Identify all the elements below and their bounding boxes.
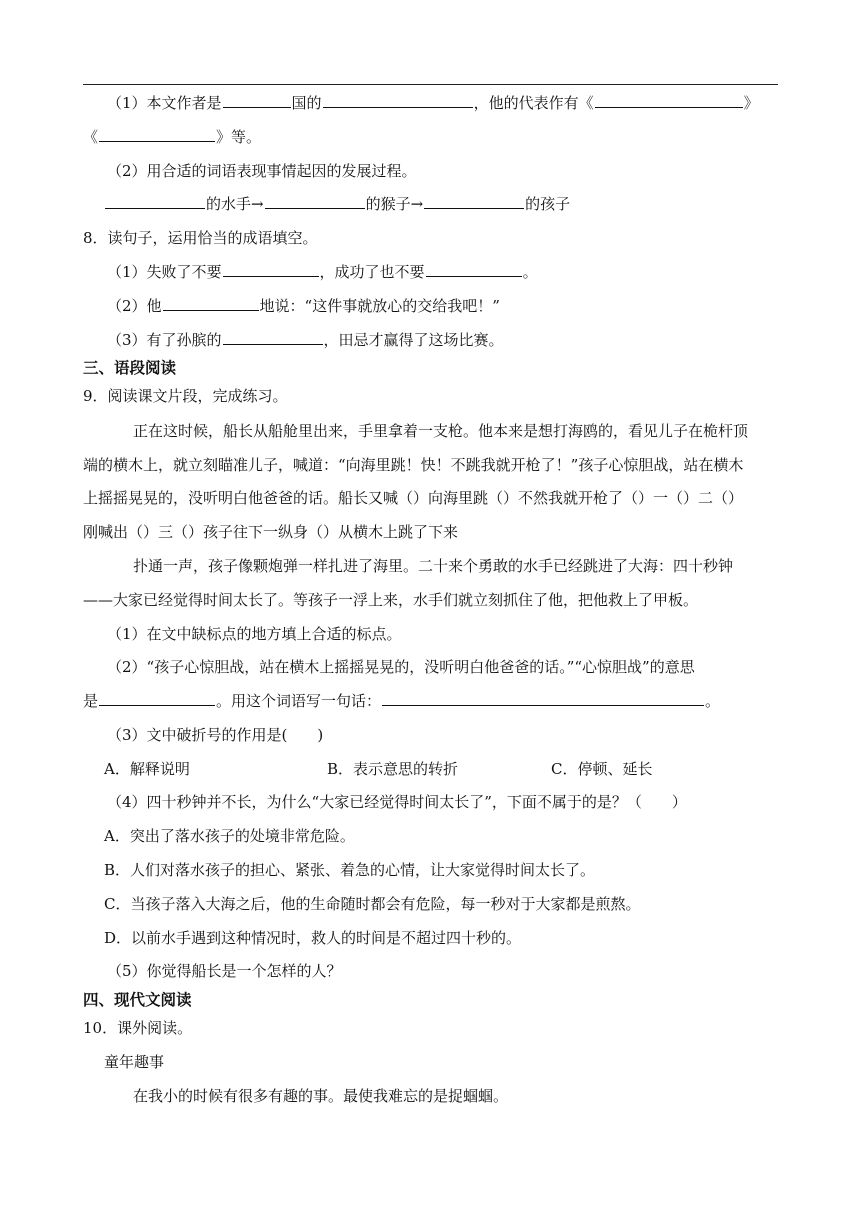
- answer-blank[interactable]: [99, 690, 215, 706]
- answer-blank[interactable]: [382, 690, 704, 706]
- q8-title: 8．读句子，运用恰当的成语填空。: [83, 229, 318, 247]
- q9-s5: （5）你觉得船长是一个怎样的人？: [107, 962, 342, 980]
- header-rule: [83, 84, 778, 85]
- text: （1）本文作者是: [107, 94, 222, 112]
- q9-s3-option-b[interactable]: B．表示意思的转折: [327, 760, 459, 778]
- text: （3）有了孙膑的: [107, 331, 222, 349]
- story-title: 童年趣事: [104, 1053, 165, 1071]
- q7-part1-line2: [83, 126, 261, 148]
- text: （1）失败了不要: [107, 263, 222, 281]
- text: （2）他: [107, 297, 162, 315]
- text: 》等。: [216, 128, 262, 146]
- q7-part2-blanks: [104, 193, 570, 215]
- q9-s4-option-b[interactable]: B．人们对落水孩子的担心、紧张、着急的心情，让大家觉得时间太长了。: [104, 861, 596, 879]
- q9-paragraph1-line: 正在这时候，船长从船舱里出来，手里拿着一支枪。他本来是想打海鸥的，看见儿子在桅杆顶: [133, 422, 749, 440]
- q10-title: 10．课外阅读。: [83, 1019, 193, 1037]
- answer-blank[interactable]: [223, 92, 291, 108]
- text: 国的: [291, 94, 322, 112]
- q9-s3-option-c[interactable]: C．停顿、延长: [551, 760, 653, 778]
- q9-s2-line2: [83, 690, 720, 712]
- text: 是: [83, 692, 99, 710]
- q9-paragraph2-line: 扑通一声，孩子像颗炮弹一样扎进了海里。二十来个勇敢的水手已经跳进了大海：四十秒钟: [133, 557, 734, 575]
- section-title: 三、语段阅读: [83, 359, 177, 377]
- text: ，成功了也不要: [319, 263, 425, 281]
- q9-s4: （4）四十秒钟并不长，为什么“大家已经觉得时间太长了”，下面不属于的是？（ ）: [107, 793, 687, 811]
- q9-s2-line1: （2）“孩子心惊胆战，站在横木上摇摇晃晃的，没听明白他爸爸的话。”“心惊胆战”的意思: [107, 658, 695, 676]
- text: 。: [522, 263, 538, 281]
- answer-blank[interactable]: [105, 193, 205, 209]
- q9-paragraph1-line: 刚喊出（）三（）孩子往下一纵身（）从横木上跳了下来: [83, 523, 459, 541]
- q9-s4-option-a[interactable]: A．突出了落水孩子的处境非常危险。: [104, 827, 355, 845]
- q9-s4-option-c[interactable]: C．当孩子落入大海之后，他的生命随时都会有危险，每一秒对于大家都是煎熬。: [104, 895, 641, 913]
- q9-s1: （1）在文中缺标点的地方填上合适的标点。: [107, 625, 402, 643]
- answer-blank[interactable]: [223, 261, 319, 277]
- q9-s3-option-a[interactable]: A．解释说明: [104, 760, 190, 778]
- text: 。用这个词语写一句话：: [216, 692, 382, 710]
- text: 《: [83, 128, 99, 146]
- q9-s3: （3）文中破折号的作用是( ): [107, 726, 324, 744]
- q8-s3: [107, 329, 504, 351]
- answer-blank[interactable]: [163, 295, 259, 311]
- q9-paragraph1-line: 端的横木上，就立刻瞄准儿子，喊道：“向海里跳！快！不跳我就开枪了！”孩子心惊胆战，站在横木: [83, 456, 744, 474]
- text: 地说：“这件事就放心的交给我吧！”: [259, 297, 500, 315]
- answer-blank[interactable]: [595, 92, 743, 108]
- answer-blank[interactable]: [424, 193, 524, 209]
- q7-part1-line1: [107, 92, 759, 114]
- story-paragraph: 在我小的时候有很多有趣的事。最使我难忘的是捉蝈蝈。: [133, 1087, 509, 1105]
- q9-paragraph2-line: ——大家已经觉得时间太长了。等孩子一浮上来，水手们就立刻抓住了他，把他救上了甲板。: [83, 591, 699, 609]
- q7-part2: （2）用合适的词语表现事情起因的发展过程。: [107, 162, 417, 180]
- q9-s4-option-d[interactable]: D．以前水手遇到这种情况时，救人的时间是不超过四十秒的。: [104, 929, 522, 947]
- section-title: 四、现代文阅读: [83, 991, 192, 1009]
- answer-blank[interactable]: [99, 126, 215, 142]
- q8-s2: [107, 295, 500, 317]
- answer-blank[interactable]: [223, 329, 323, 345]
- q8-s1: [107, 261, 538, 283]
- text: 的猴子→: [365, 195, 424, 213]
- text: 》: [743, 94, 759, 112]
- text: ，田忌才赢得了这场比赛。: [323, 331, 504, 349]
- q9-title: 9．阅读课文片段，完成练习。: [83, 387, 288, 405]
- text: 。: [705, 692, 721, 710]
- text: ，他的代表作有《: [473, 94, 594, 112]
- answer-blank[interactable]: [265, 193, 365, 209]
- text: 的水手→: [206, 195, 264, 213]
- text: 的孩子: [525, 195, 571, 213]
- answer-blank[interactable]: [426, 261, 522, 277]
- q9-paragraph1-line: 上摇摇晃晃的，没听明白他爸爸的话。船长又喊（）向海里跳（）不然我就开枪了（）一（）二（）: [83, 489, 744, 507]
- answer-blank[interactable]: [323, 92, 473, 108]
